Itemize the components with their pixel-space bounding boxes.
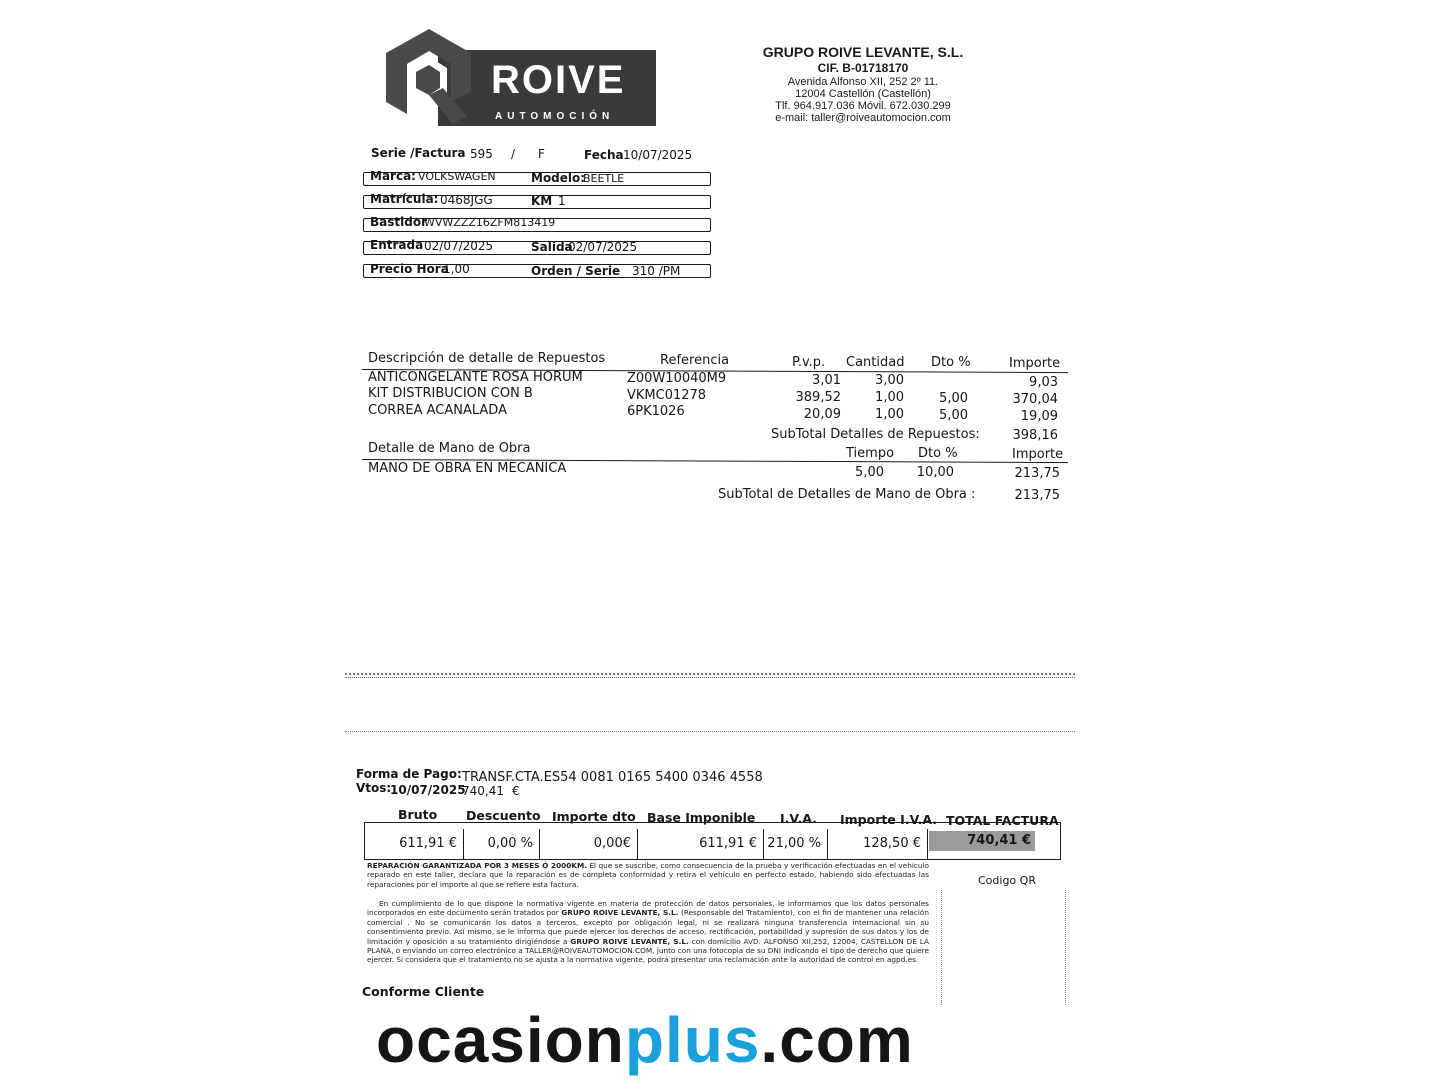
totals-iva-value: 21,00 % — [767, 836, 821, 851]
matricula-label: Matrícula: — [370, 192, 439, 206]
bastidor-label: Bastidor — [370, 215, 427, 229]
entrada-value: 02/07/2025 — [424, 239, 494, 253]
company-address2: 12004 Castellón (Castellón) — [795, 88, 931, 100]
part-desc: KIT DISTRIBUCION CON B — [368, 386, 533, 401]
totals-header-descuento: Descuento — [466, 808, 541, 823]
km-value: 1 — [558, 194, 566, 208]
part-desc: ANTICONGELANTE ROSA HORUM — [368, 370, 583, 385]
modelo-label: Modelo: — [531, 171, 586, 185]
company-info — [740, 44, 986, 124]
serie-label: Serie /Factura — [371, 146, 466, 160]
totals-descuento-value: 0,00 % — [487, 836, 533, 851]
orden-serie-label: Orden / Serie — [531, 264, 621, 278]
totals-bruto-value: 611,91 € — [399, 836, 457, 851]
bastidor-value: WVWZZZ16ZFM813419 — [424, 216, 556, 229]
totals-header-iva: I.V.A. — [780, 811, 817, 826]
part-imp: 9,03 — [1029, 375, 1058, 390]
marca-value: VOLKSWAGEN — [418, 170, 496, 183]
serie-separator: / — [511, 147, 516, 161]
labor-header-imp: Importe — [1012, 447, 1064, 462]
serie-number: 595 — [470, 147, 493, 161]
orden-serie-value: 310 /PM — [632, 264, 681, 278]
totals-descuento-cell — [464, 829, 540, 859]
part-ref: VKMC01278 — [627, 388, 707, 403]
totals-header-total: TOTAL FACTURA — [946, 813, 1059, 828]
part-ref: 6PK1026 — [627, 404, 685, 419]
labor-desc: MANO DE OBRA EN MECANICA — [368, 461, 567, 476]
labor-subtotal-label: SubTotal de Detalles de Mano de Obra : — [718, 487, 976, 502]
parts-header-imp: Importe — [1009, 356, 1061, 371]
parts-subtotal-value: 398,16 — [1012, 428, 1058, 443]
legal-paragraph-warranty — [367, 861, 929, 889]
totals-iva-cell — [764, 829, 828, 859]
part-qty: 1,00 — [875, 390, 904, 405]
labor-dto: 10,00 — [916, 465, 954, 480]
totals-importe-dto-value: 0,00€ — [593, 836, 631, 851]
legal-paragraph-privacy — [367, 899, 929, 965]
privacy-text-a: En cumplimiento de lo que dispone la normativa vigente en materia de protección de datos personales, le informamos que los datos personales incorporados en este documento serán tratados por — [367, 899, 929, 918]
precio-hora-label: Precio Hora — [370, 262, 449, 276]
totals-bruto-cell — [365, 829, 464, 859]
forma-pago-value: TRANSF.CTA.ES54 0081 0165 5400 0346 4558 — [462, 770, 763, 785]
entrada-label: Entrada — [370, 238, 424, 252]
conforme-cliente-label: Conforme Cliente — [362, 984, 485, 999]
qr-code-area — [941, 890, 1066, 1005]
part-pvp: 20,09 — [803, 407, 841, 422]
matricula-value: 0468JGG — [440, 193, 493, 207]
labor-time: 5,00 — [855, 465, 884, 480]
part-pvp: 389,52 — [795, 390, 841, 405]
part-imp: 19,09 — [1020, 409, 1058, 424]
forma-pago-label: Forma de Pago: — [356, 767, 462, 781]
part-imp: 370,04 — [1012, 392, 1058, 407]
parts-header-ref: Referencia — [660, 353, 730, 368]
qr-label: Codigo QR — [978, 874, 1036, 887]
company-address1: Avenida Alfonso XII, 252 2º 11. — [787, 76, 939, 88]
parts-header-pvp: P.v.p. — [792, 355, 826, 370]
fecha-value: 10/07/2025 — [623, 148, 693, 162]
logo-subtitle-text: AUTOMOCIÓN — [495, 111, 615, 122]
part-dto: 5,00 — [939, 391, 968, 406]
modelo-value: BEETLE — [583, 172, 625, 185]
km-label: KM — [531, 194, 553, 208]
parts-header-desc: Descripción de detalle de Repuestos — [368, 351, 606, 366]
part-ref: Z00W10040M9 — [627, 371, 727, 386]
separator-dotted-line — [345, 731, 1075, 732]
salida-value: 02/07/2025 — [568, 240, 638, 254]
roive-logo — [383, 28, 658, 128]
labor-imp: 213,75 — [1014, 466, 1060, 481]
totals-importe-iva-value: 128,50 € — [863, 836, 921, 851]
serie-letter: F — [538, 147, 545, 161]
totals-importe-iva-cell — [828, 829, 928, 859]
totals-header-base: Base Imponible — [647, 810, 756, 825]
totals-header-bruto: Bruto — [398, 807, 438, 822]
totals-base-cell — [638, 829, 764, 859]
marca-label: Marca: — [370, 169, 416, 183]
labor-header-dto: Dto % — [918, 446, 958, 461]
part-qty: 1,00 — [875, 407, 904, 422]
separator-dotted-line — [345, 677, 1075, 678]
totals-importe-dto-cell — [540, 829, 638, 859]
watermark-part-ocasion: ocasion — [376, 1004, 625, 1076]
part-dto: 5,00 — [939, 408, 968, 423]
part-pvp: 3,01 — [812, 373, 841, 388]
totals-header-importe-iva: Importe I.V.A. — [840, 812, 938, 827]
warranty-lead: REPARACIÓN GARANTIZADA POR 3 MESES Ó 2000KM. — [367, 861, 587, 870]
parts-header-dto: Dto % — [931, 355, 971, 370]
watermark-part-plus: plus — [624, 1004, 761, 1076]
logo-brand-text: ROIVE — [491, 58, 626, 102]
parts-subtotal-label: SubTotal Detalles de Repuestos: — [771, 427, 980, 442]
company-email: e-mail: taller@roiveautomocion.com — [775, 112, 951, 124]
totals-base-value: 611,91 € — [699, 836, 757, 851]
company-name: GRUPO ROIVE LEVANTE, S.L. — [762, 44, 964, 60]
vtos-date: 10/07/2025 — [390, 783, 466, 797]
part-qty: 3,00 — [875, 373, 904, 388]
privacy-company: GRUPO ROIVE LEVANTE, S.L. — [561, 908, 679, 918]
vtos-label: Vtos: — [356, 781, 392, 795]
warranty-text: El que se suscribe, como consecuencia de la prueba y verificación efectuadas en el vehículo reparado en este taller, declara que la reparación es de completa conformidad y retira el vehículo en perfecto estado, habiendo sido efectuadas las reparaciones por el importe al que se refiere esta factura. — [367, 861, 929, 889]
company-cif: CIF. B-01718170 — [817, 61, 909, 75]
fecha-label: Fecha — [584, 148, 624, 162]
company-phones: Tlf. 964.917.036 Móvil. 672.030.299 — [775, 100, 951, 112]
separator-dotted-line — [345, 673, 1075, 675]
privacy-text-b: (Responsable del Tratamiento), con el fin de mantener una relación comercial . No se comunicarán los datos a terceros, excepto por obligación legal, ni se realizará ninguna transferencia internacional sin su consentimiento previo. Así mismo, se le informa que puede ejercer los derechos de acceso, rectificación, portabilidad y supresión de sus datos y los de limitación y oposición a su tratamiento dirigiéndose a — [367, 908, 929, 946]
parts-header-qty: Cantidad — [846, 355, 905, 370]
vtos-amount: 740,41 — [462, 784, 504, 798]
precio-hora-value: 1,00 — [443, 262, 470, 276]
privacy-text-c: con domicilio AVD. ALFONSO XII,252, 12004, CASTELLON DE LA PLANA, o enviando un correo electrónico a TALLER@ROIVEAUTOMOCION.COM, junto con una fotocopia de su DNI indicando el tipo de derecho que quiere ejercer. Si considera que el tratamiento no se ajusta a la normativa vigente, podrá presentar una reclamación ante la autoridad de control en agpd.es. — [367, 936, 930, 965]
watermark-part-com: .com — [760, 1004, 914, 1076]
vtos-currency: € — [512, 784, 520, 798]
totals-total-value: 740,41 € — [967, 833, 1031, 848]
salida-label: Salida — [531, 240, 573, 254]
privacy-company-2: GRUPO ROIVE LEVANTE, S.L. — [570, 936, 689, 946]
labor-header-time: Tiempo — [846, 446, 895, 461]
totals-header-importe-dto: Importe dto — [552, 809, 636, 824]
labor-header-desc: Detalle de Mano de Obra — [368, 441, 531, 456]
totals-total-cell — [929, 831, 1035, 851]
ocasionplus-watermark — [376, 1000, 1066, 1080]
part-desc: CORREA ACANALADA — [368, 403, 507, 418]
labor-subtotal-value: 213,75 — [1014, 488, 1060, 503]
